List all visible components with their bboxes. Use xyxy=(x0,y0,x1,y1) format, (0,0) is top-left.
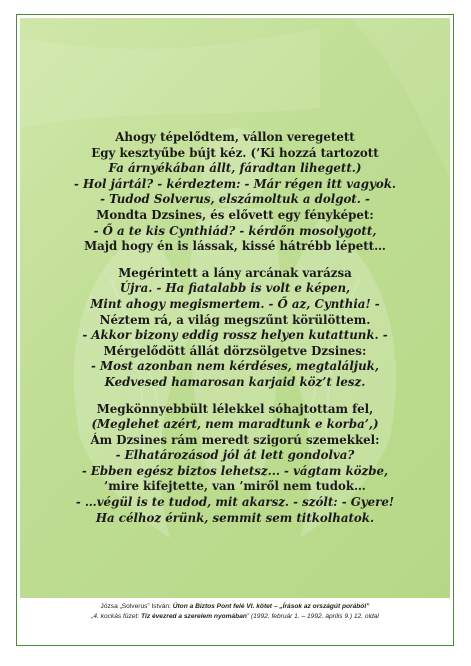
stanza-1 xyxy=(20,130,450,255)
footer-author: Józsa „Solverus” István: xyxy=(100,603,173,610)
poem-line: Mérgelődött állát dörzsölgetve Dzsines: xyxy=(103,343,367,358)
stanza-3 xyxy=(20,402,450,527)
poem-line: Egy kesztyűbe bújt kéz. (’Ki hozzá tartozott xyxy=(91,145,379,160)
footer-citation xyxy=(20,602,450,621)
footer-book-title: Úton a Biztos Pont felé VI. kötet – „Írások az országút porából” xyxy=(172,603,370,610)
poem-line: Néztem rá, a világ megszűnt körülöttem. xyxy=(99,312,371,327)
poem-line: Majd hogy én is lássak, kissé hátrébb lépett… xyxy=(84,239,386,254)
poem-line: Megérintett a lány arcának varázsa xyxy=(118,265,352,280)
poem xyxy=(20,130,450,537)
footer-dates-page: ” (1992. február 1. – 1992. április 9.) 12. oldal xyxy=(246,612,379,620)
poem-line: Mint ahogy megismertem. - Ő az, Cynthia! - xyxy=(90,296,380,311)
poem-line: - Akkor bizony eddig rossz helyen kutattunk. - xyxy=(82,328,388,343)
poem-line: - Most azonban nem kérdéses, megtaláljuk, xyxy=(91,359,379,374)
footer-notebook-title: Tíz évezred a szerelem nyomában xyxy=(140,612,247,620)
poem-line: Fa árnyékában állt, fáradtan lihegett.) xyxy=(108,161,362,176)
poem-line: - Ő a te kis Cynthiád? - kérdőn mosolygott, xyxy=(93,223,377,238)
footer-notebook: „4. kockás füzet: xyxy=(91,612,141,620)
poem-line: - …végül is te tudod, mit akarsz. - szólt: - Gyere! xyxy=(75,495,395,510)
poem-line: - Ebben egész biztos lehetsz... - vágtam közbe, xyxy=(81,463,389,478)
poem-line: - Elhatározásod jól át lett gondolva? xyxy=(115,448,355,463)
poem-line: Újra. - Ha fiatalabb is volt e képen, xyxy=(119,281,351,296)
poem-line: - Hol jártál? - kérdeztem: - Már régen itt vagyok. xyxy=(73,176,396,191)
poem-panel xyxy=(20,18,450,598)
poem-line: - Tudod Solverus, elszámoltuk a dolgot. - xyxy=(100,192,370,207)
poem-line: Ám Dzsines rám meredt szigorú szemekkel: xyxy=(90,432,380,447)
poem-line: Ahogy tépelődtem, vállon veregetett xyxy=(115,130,355,144)
poem-line: Mondta Dzsines, és elővett egy fényképet: xyxy=(96,207,374,222)
stanza-2 xyxy=(20,266,450,391)
footer-line-2 xyxy=(20,612,450,622)
footer-line-1 xyxy=(20,602,450,612)
poem-line: ’mire kifejtette, van ’miről nem tudok… xyxy=(104,479,366,494)
poem-line: (Meglehet azért, nem maradtunk e korba’,) xyxy=(91,417,379,432)
poem-line: Kedvesed hamarosan karjaid köz’t lesz. xyxy=(104,374,366,389)
poem-line: Megkönnyebbült lélekkel sóhajtottam fel, xyxy=(96,401,374,416)
poem-line: Ha célhoz érünk, semmit sem titkolhatok. xyxy=(95,510,375,525)
